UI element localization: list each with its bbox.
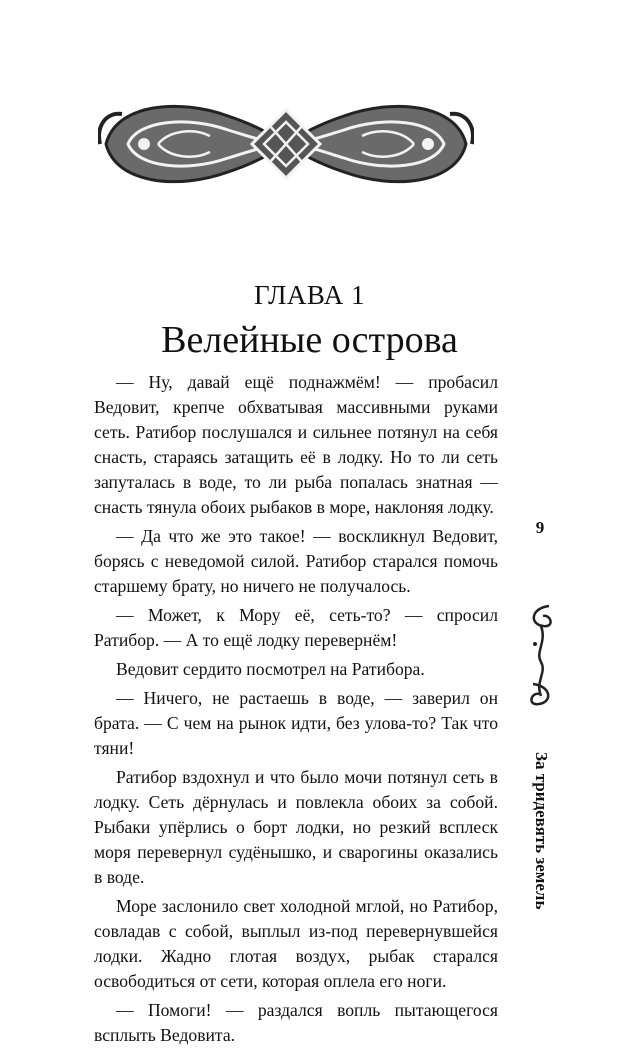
- page-number: 9: [535, 518, 545, 537]
- chapter-header-ornament: [98, 96, 474, 192]
- paragraph: — Помоги! — раздался вопль пытающегося всплыть Ведовита.: [94, 1000, 498, 1045]
- side-flourish-ornament: [521, 600, 561, 710]
- paragraph: — Ничего, не растаешь в воде, — заверил он брата. — С чем на рынок идти, без улова-то? Так что тяни!: [94, 688, 498, 758]
- paragraph: — Может, к Мору её, сеть-то? — спросил Ратибор. — А то ещё лодку перевернём!: [94, 605, 498, 650]
- chapter-title: Велейные острова: [161, 319, 458, 361]
- paragraph: Море заслонило свет холодной мглой, но Ратибор, совладав с собой, выплыл из-под перевернувшейся лодки. Жадно глотая воздух, рыбак старался освободиться от сети, которая оплела его ноги.: [94, 896, 498, 991]
- paragraph: — Ну, давай ещё поднажмём! — пробасил Ведовит, крепче обхватывая массивными руками сеть. Ратибор послушался и сильнее потянул на себя снасть, стараясь затащить её в лодку. Но то ли сеть запуталась в воде, то ли рыба попалась знатная — снасть тянула обоих рыбаков в море, наклоняя лодку.: [94, 372, 498, 517]
- chapter-body: [94, 370, 498, 1052]
- chapter-label: ГЛАВА 1: [254, 280, 365, 310]
- paragraph: — Да что же это такое! — воскликнул Ведовит, борясь с неведомой силой. Ратибор старался помочь старшему брату, но ничего не получалось.: [94, 526, 498, 596]
- paragraph: Ведовит сердито посмотрел на Ратибора.: [116, 659, 425, 679]
- paragraph: Ратибор вздохнул и что было мочи потянул сеть в лодку. Сеть дёрнулась и повлекла обоих за собой. Рыбаки упёрлись о борт лодки, но резкий всплеск моря перевернул судёнышко, и сварогины оказались в воде.: [94, 767, 498, 887]
- running-head: За тридевять земель: [532, 752, 551, 910]
